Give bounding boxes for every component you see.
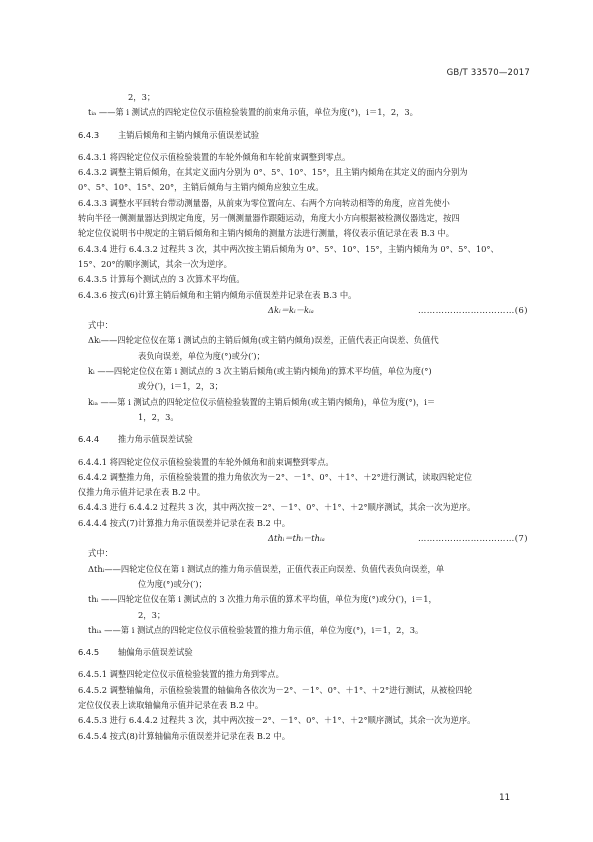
- page-body: [78, 90, 528, 744]
- definition-t: tᵢₐ ——第 i 测试点的四轮定位仪示值检验装置的前束角示值，单位为度(°)，i＝1，2，3。: [88, 107, 418, 118]
- continuation-line: 2，3；: [128, 92, 156, 102]
- clause-6-4-3-3-cont: 转向半径一侧测量器达到规定角度，另一侧测量器作跟随运动，角度大小方向根据被检测仪器选定，按四: [78, 213, 460, 224]
- clause-6-4-3-5: 6.4.3.5 计算每个测试点的 3 次算术平均值。: [78, 274, 245, 285]
- definition-th-ia: thᵢₐ ——第 i 测试点的四轮定位仪示值检验装置的推力角示值，单位为度(°)，i＝1，2，3。: [88, 624, 424, 635]
- clause-6-4-4-2: 6.4.4.2 调整推力角，示值检验装置的推力角依次为－2°、－1°、0°、＋1°、＋2°进行测试，读取四轮定位: [78, 471, 473, 482]
- definition-k-ia-cont: 1，2，3。: [138, 411, 179, 422]
- definition-th-cont: 2，3；: [138, 609, 166, 620]
- formula-7: [78, 531, 528, 546]
- clause-6-4-4-2-cont: 仪推力角示值并记录在表 B.2 中。: [78, 487, 206, 498]
- where-label: 式中：: [88, 320, 113, 331]
- page-number: 11: [499, 793, 510, 803]
- clause-6-4-5-2: 6.4.5.2 调整轴偏角，示值检验装置的轴偏角各依次为－2°、－1°、0°、＋1°、＋2°进行测试，从被检四轮: [78, 684, 473, 695]
- section-number: 6.4.5: [78, 647, 100, 658]
- clause-6-4-5-3: 6.4.5.3 进行 6.4.4.2 过程共 3 次，其中两次按－2°、－1°、0°、＋1°、＋2°顺序测试，其余一次为逆序。: [78, 715, 476, 726]
- section-title: 轴偏角示值误差试验: [118, 647, 193, 658]
- section-title: 主销后倾角和主销内倾角示值误差试验: [118, 129, 260, 140]
- formula-6: [78, 303, 528, 318]
- definition-k-cont: 或分(′)，i＝1，2，3；: [138, 381, 223, 392]
- definition-k-ia: kᵢₐ ——第 i 测试点的四轮定位仪示值检验装置的主销后倾角(或主销内倾角)，单位为度(°)，i＝: [88, 396, 436, 407]
- standard-number: GB/T 33570—2017: [446, 68, 530, 78]
- where-label: 式中：: [88, 548, 113, 559]
- definition-delta-th-cont: 位为度(°)或分(′)；: [138, 578, 207, 589]
- clause-6-4-5-1: 6.4.5.1 调整四轮定位仪示值检验装置的推力角到零点。: [78, 669, 284, 680]
- clause-6-4-5-4: 6.4.5.4 按式(8)计算轴偏角示值误差并记录在表 B.2 中。: [78, 730, 291, 741]
- formula-expression: Δthᵢ＝thᵢ－thᵢₐ: [268, 533, 325, 544]
- section-6-4-4-title: [78, 432, 528, 447]
- section-6-4-3-title: [78, 128, 528, 143]
- clause-6-4-3-3: 6.4.3.3 调整水平回转台带动测量器，从前束为零位置向左、右两个方向转动相等的角度，应首先使小: [78, 197, 450, 208]
- formula-number: ……………………………(6): [417, 304, 528, 315]
- clause-6-4-3-1: 6.4.3.1 将四轮定位仪示值检验装置的车轮外倾角和车轮前束调整到零点。: [78, 151, 351, 162]
- section-number: 6.4.4: [78, 434, 100, 445]
- clause-6-4-3-4-cont: 15°、20°的顺序测试，其余一次为逆序。: [78, 258, 232, 269]
- clause-6-4-3-4: 6.4.3.4 进行 6.4.3.2 过程共 3 次，其中两次按主销后倾角为 0°、5°、10°、15°，主销内倾角为 0°、5°、10°、: [78, 243, 499, 254]
- definition-delta-k: Δkᵢ——四轮定位仪在第 i 测试点的主销后倾角(或主销内倾角)误差，正值代表正向误差、负值代: [88, 335, 439, 346]
- clause-6-4-3-2: 6.4.3.2 调整主销后倾角，在其定义面内分别为 0°、5°、10°、15°，且主销内倾角在其定义的面内分别为: [78, 167, 468, 178]
- formula-number: ……………………………(7): [417, 533, 528, 544]
- clause-6-4-3-3-cont2: 轮定位仪说明书中规定的主销后倾角和主销内倾角的测量方法进行测量，将仪表示值记录在表 B.3 中。: [78, 228, 455, 239]
- clause-6-4-5-2-cont: 定位仪仪表上读取轴偏角示值并记录在表 B.2 中。: [78, 699, 264, 710]
- definition-delta-th: Δthᵢ——四轮定位仪在第 i 测试点的推力角示值误差，正值代表正向误差、负值代表负向误差，单: [88, 563, 445, 574]
- section-6-4-5-title: [78, 645, 528, 660]
- clause-6-4-4-4: 6.4.4.4 按式(7)计算推力角示值误差并记录在表 B.2 中。: [78, 517, 291, 528]
- section-number: 6.4.3: [78, 129, 100, 140]
- definition-delta-k-cont: 表负向误差，单位为度(°)或分(′)；: [138, 350, 265, 361]
- definition-k: kᵢ ——四轮定位仪在第 i 测试点的 3 次主销后倾角(或主销内倾角)的算术平均值，单位为度(°): [88, 366, 432, 377]
- clause-6-4-4-1: 6.4.4.1 将四轮定位仪示值检验装置的车轮外倾角和前束调整到零点。: [78, 456, 334, 467]
- definition-th: thᵢ ——四轮定位仪在第 i 测试点的 3 次推力角示值的算术平均值，单位为度(°)或分(′)，i＝1，: [88, 594, 437, 605]
- section-title: 推力角示值误差试验: [118, 434, 193, 445]
- clause-6-4-3-2-cont: 0°、5°、10°、15°、20°，主销后倾角与主销内倾角应独立生成。: [78, 182, 324, 193]
- formula-expression: Δkᵢ＝kᵢ－kᵢₐ: [268, 304, 314, 315]
- clause-6-4-3-6: 6.4.3.6 按式(6)计算主销后倾角和主销内倾角示值误差并记录在表 B.3 中。: [78, 289, 357, 300]
- clause-6-4-4-3: 6.4.4.3 进行 6.4.4.2 过程共 3 次，其中两次按－2°、－1°、0°、＋1°、＋2°顺序测试，其余一次为逆序。: [78, 502, 476, 513]
